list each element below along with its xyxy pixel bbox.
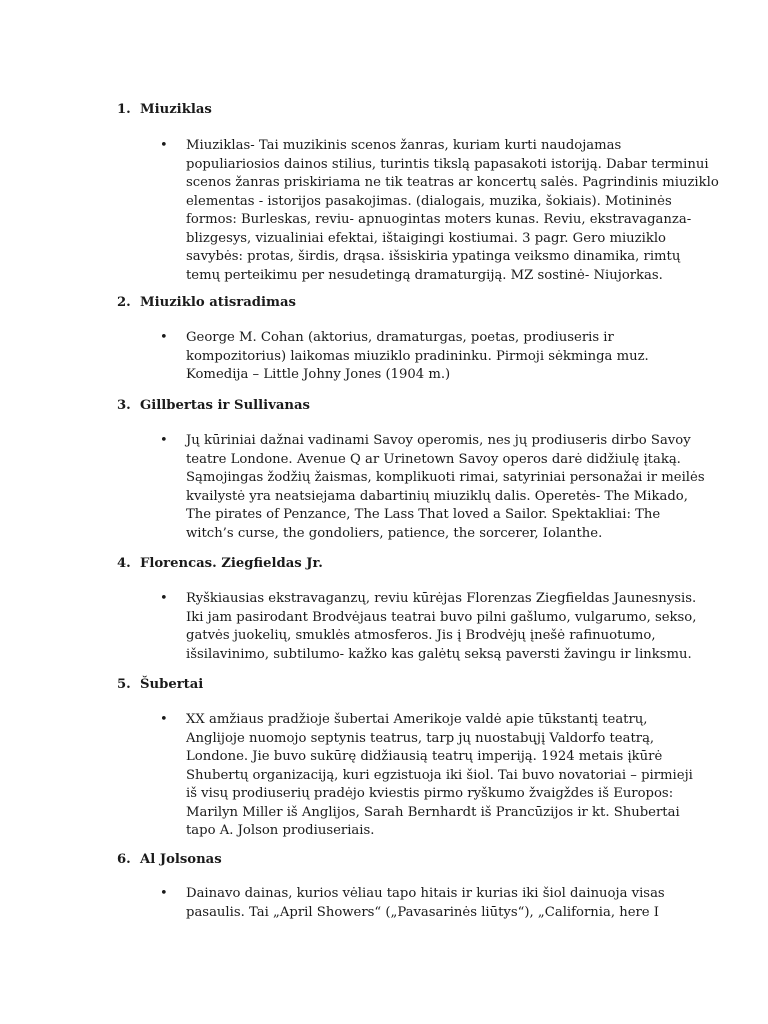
paragraph-line: teatre Londone. Avenue Q ar Urinetown Savoy operos darė didžiulę įtaką. — [186, 451, 681, 467]
section-heading — [117, 295, 296, 310]
section-heading — [117, 398, 310, 413]
paragraph-line: Sąmojingas žodžių žaismas, komplikuoti rimai, satyriniai personažai ir meilės — [186, 470, 705, 485]
paragraph-line: Anglijoje nuomojo septynis teatrus, tarp jų nuostabųjį Valdorfo teatrą, — [186, 730, 655, 746]
bullet-paragraph — [186, 711, 693, 841]
paragraph-line: Londone. Jie buvo sukūrę didžiausią teatrų imperiją. 1924 metais įkūrė — [186, 749, 663, 764]
paragraph-line: George M. Cohan (aktorius, dramaturgas, poetas, prodiuseris ir — [186, 330, 614, 345]
section-number: 3. — [117, 398, 131, 413]
bullet-paragraph — [186, 329, 686, 385]
paragraph-line: Iki jam pasirodant Brodvėjaus teatrai buvo pilni gašlumo, vulgarumo, sekso, — [186, 609, 697, 625]
paragraph-line: blizgesys, vizualiniai efektai, ištaigingi kostiumai. 3 pagr. Gero miuziklo — [186, 230, 666, 246]
paragraph-line: kvailystė yra neatsiejama dabartinių miuziklų dalis. Operetės- The Mikado, — [186, 488, 688, 504]
section-heading — [117, 102, 212, 117]
paragraph-line: savybės: protas, širdis, drąsa. išsiskiria ypatinga veiksmo dinamika, rimtų — [186, 249, 681, 264]
paragraph-line: temų perteikimu per nesudetingą dramaturgiją. MZ sostinė- Niujorkas. — [186, 267, 663, 283]
section-number: 5. — [117, 677, 131, 692]
paragraph-line: Shubertų organizaciją, kuri egzistuoja iki šiol. Tai buvo novatoriai – pirmieji — [186, 767, 693, 783]
paragraph-line: XX amžiaus pradžioje šubertai Amerikoje valdė apie tūkstantį teatrų, — [186, 712, 648, 727]
section-title: Šubertai — [140, 677, 204, 692]
paragraph-line: iš visų prodiuserių pradėjo kviestis pirmo ryškumo žvaigždes iš Europos: — [186, 786, 674, 801]
paragraph-line: The pirates of Penzance, The Lass That loved a Sailor. Spektakliai: The — [186, 507, 661, 522]
section-title: Al Jolsonas — [140, 852, 222, 867]
section-title: Gillbertas ir Sullivanas — [140, 398, 310, 413]
paragraph-line: pasaulis. Tai „April Showers“ („Pavasarinės liūtys“), „California, here I — [186, 904, 660, 920]
paragraph-line: scenos žanras priskiriama ne tik teatras ar koncertų salės. Pagrindinis miuziklo — [186, 175, 719, 190]
section-number: 4. — [117, 556, 131, 571]
paragraph-line: populiariosios dainos stilius, turintis tikslą papasakoti istoriją. Dabar terminui — [186, 156, 709, 172]
bullet-icon: • — [160, 330, 168, 345]
bullet-icon: • — [160, 138, 168, 153]
section-number: 6. — [117, 852, 131, 867]
bullet-icon: • — [160, 433, 168, 448]
section-heading — [117, 556, 323, 571]
bullet-paragraph — [186, 432, 705, 543]
section-number: 2. — [117, 295, 131, 310]
bullet-paragraph — [186, 137, 719, 285]
paragraph-line: Ryškiausias ekstravaganzų, reviu kūrėjas Florenzas Ziegfieldas Jaunesnysis. — [186, 591, 697, 606]
section-heading — [117, 852, 222, 867]
paragraph-line: Marilyn Miller iš Anglijos, Sarah Bernhardt iš Prancūzijos ir kt. Shubertai — [186, 804, 680, 820]
section-title: Miuziklo atisradimas — [140, 295, 296, 310]
paragraph-line: gatvės juokelių, smuklės atmosferos. Jis į Brodvėjų įnešė rafinuotumo, — [186, 628, 656, 643]
paragraph-line: tapo A. Jolson prodiuseriais. — [186, 823, 375, 838]
paragraph-line: Jų kūriniai dažnai vadinami Savoy operomis, nes jų prodiuseris dirbo Savoy — [186, 433, 691, 448]
paragraph-line: witch’s curse, the gondoliers, patience, the sorcerer, Iolanthe. — [186, 525, 603, 541]
paragraph-line: formos: Burleskas, reviu- apnuogintas moters kunas. Reviu, ekstravaganza- — [186, 212, 692, 227]
bullet-paragraph — [186, 590, 697, 664]
bullet-icon: • — [160, 591, 168, 606]
paragraph-line: Komedija – Little Johny Jones (1904 m.) — [186, 367, 451, 382]
paragraph-line: išsilavinimo, subtilumo- kažko kas galėtų seksą paversti žavingu ir linksmu. — [186, 646, 692, 662]
paragraph-line: Dainavo dainas, kurios vėliau tapo hitais ir kurias iki šiol dainuoja visas — [186, 886, 665, 901]
bullet-paragraph — [186, 885, 686, 922]
section-heading — [117, 677, 203, 692]
paragraph-line: Miuziklas- Tai muzikinis scenos žanras, kuriam kurti naudojamas — [186, 138, 622, 153]
bullet-icon: • — [160, 712, 168, 727]
section-title: Miuziklas — [140, 102, 212, 117]
paragraph-line: elementas - istorijos pasakojimas. (dialogais, muzika, šokiais). Motininės — [186, 193, 672, 209]
paragraph-line: kompozitorius) laikomas miuziklo pradininku. Pirmoji sėkminga muz. — [186, 348, 649, 364]
section-number: 1. — [117, 102, 131, 117]
bullet-icon: • — [160, 886, 168, 901]
section-title: Florencas. Ziegfieldas Jr. — [140, 556, 323, 571]
